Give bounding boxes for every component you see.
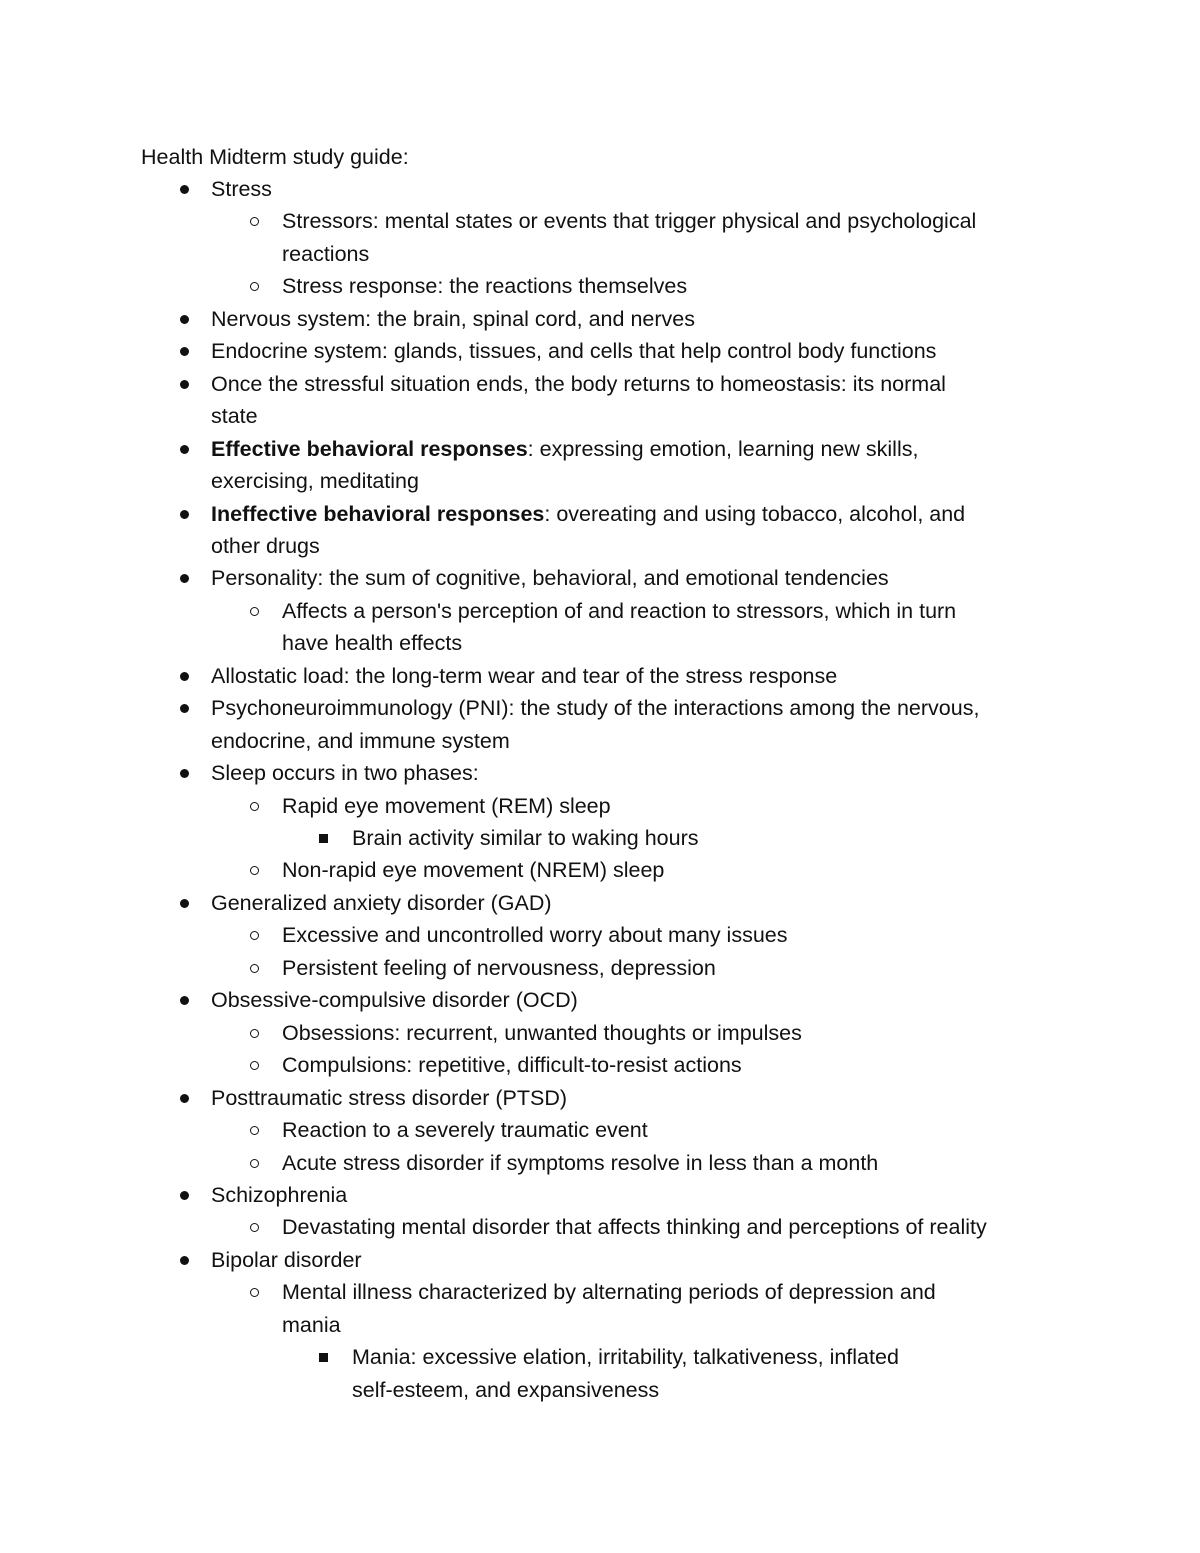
list-item-line: exercising, meditating <box>211 469 419 494</box>
list-item-line: Bipolar disorder <box>211 1247 362 1272</box>
bullet-dot-icon <box>180 380 189 389</box>
bullet-dot-icon <box>180 445 189 454</box>
list-item-line: Acute stress disorder if symptoms resolve in less than a month <box>282 1150 879 1175</box>
bullet-dot-icon <box>180 510 189 519</box>
bullet-dot-icon <box>180 769 189 778</box>
list-item-line: Excessive and uncontrolled worry about many issues <box>282 923 788 948</box>
list-item-line: Personality: the sum of cognitive, behavioral, and emotional tendencies <box>211 566 889 591</box>
list-item-line: Generalized anxiety disorder (GAD) <box>211 890 552 915</box>
list-item-line: Obsessions: recurrent, unwanted thoughts or impulses <box>282 1020 802 1045</box>
bullet-square-icon <box>319 1353 328 1362</box>
bullet-circle-icon <box>250 1288 259 1297</box>
bullet-circle-icon <box>250 607 259 616</box>
list-item-line: Psychoneuroimmunology (PNI): the study of the interactions among the nervous, <box>211 696 980 721</box>
list-item-line <box>211 433 918 465</box>
bullet-dot-icon <box>180 347 189 356</box>
bullet-circle-icon <box>250 931 259 940</box>
list-item-line: Schizophrenia <box>211 1182 348 1207</box>
list-item-line: Rapid eye movement (REM) sleep <box>282 793 611 818</box>
list-item-line: Affects a person's perception of and reaction to stressors, which in turn <box>282 598 957 623</box>
list-item-line: Nervous system: the brain, spinal cord, and nerves <box>211 306 695 331</box>
list-item-line: Stress response: the reactions themselves <box>282 274 688 299</box>
list-item-text: : expressing emotion, learning new skills, <box>527 436 919 461</box>
list-item-line: Obsessive-compulsive disorder (OCD) <box>211 988 578 1013</box>
bullet-circle-icon <box>250 282 259 291</box>
list-item-line: Posttraumatic stress disorder (PTSD) <box>211 1085 568 1110</box>
bullet-dot-icon <box>180 1191 189 1200</box>
bullet-dot-icon <box>180 996 189 1005</box>
list-item-line <box>211 498 965 530</box>
bullet-dot-icon <box>180 899 189 908</box>
bullet-dot-icon <box>180 574 189 583</box>
bullet-circle-icon <box>250 1029 259 1038</box>
list-item-line: Once the stressful situation ends, the body returns to homeostasis: its normal <box>211 371 946 396</box>
bullet-circle-icon <box>250 964 259 973</box>
list-item-line: Persistent feeling of nervousness, depression <box>282 955 716 980</box>
page-title: Health Midterm study guide: <box>141 145 409 169</box>
list-item-line: Stressors: mental states or events that trigger physical and psychological <box>282 209 977 234</box>
bullet-circle-icon <box>250 1159 259 1168</box>
list-item-line: state <box>211 404 258 429</box>
bullet-circle-icon <box>250 1061 259 1070</box>
bold-term: Ineffective behavioral responses <box>211 501 545 526</box>
bullet-circle-icon <box>250 802 259 811</box>
list-item-line: reactions <box>282 241 370 266</box>
list-item-line: mania <box>282 1312 341 1337</box>
bullet-dot-icon <box>180 1256 189 1265</box>
list-item-line: other drugs <box>211 533 320 558</box>
bold-term: Effective behavioral responses <box>211 436 528 461</box>
list-item-line: Mental illness characterized by alternating periods of depression and <box>282 1280 936 1305</box>
bullet-circle-icon <box>250 866 259 875</box>
list-item-line: have health effects <box>282 631 463 656</box>
list-item-line: Endocrine system: glands, tissues, and cells that help control body functions <box>211 339 937 364</box>
list-item-line: Devastating mental disorder that affects thinking and perceptions of reality <box>282 1215 987 1240</box>
bullet-circle-icon <box>250 1126 259 1135</box>
bullet-dot-icon <box>180 185 189 194</box>
list-item-line: Sleep occurs in two phases: <box>211 761 479 786</box>
list-item-line: Compulsions: repetitive, difficult-to-resist actions <box>282 1053 742 1078</box>
list-item-text: : overeating and using tobacco, alcohol, and <box>544 501 966 526</box>
bullet-dot-icon <box>180 1094 189 1103</box>
list-item-line: endocrine, and immune system <box>211 728 510 753</box>
bullet-circle-icon <box>250 217 259 226</box>
list-item-line: self-esteem, and expansiveness <box>352 1377 660 1402</box>
bullet-dot-icon <box>180 672 189 681</box>
bullet-dot-icon <box>180 704 189 713</box>
bullet-dot-icon <box>180 315 189 324</box>
list-item-line: Stress <box>211 177 272 201</box>
list-item-line: Reaction to a severely traumatic event <box>282 1118 648 1143</box>
list-item-line: Mania: excessive elation, irritability, talkativeness, inflated <box>352 1345 899 1370</box>
list-item-line: Non-rapid eye movement (NREM) sleep <box>282 858 665 883</box>
list-item-line: Brain activity similar to waking hours <box>352 826 699 850</box>
bullet-square-icon <box>319 834 328 843</box>
bullet-circle-icon <box>250 1223 259 1232</box>
list-item-line: Allostatic load: the long-term wear and tear of the stress response <box>211 663 838 688</box>
